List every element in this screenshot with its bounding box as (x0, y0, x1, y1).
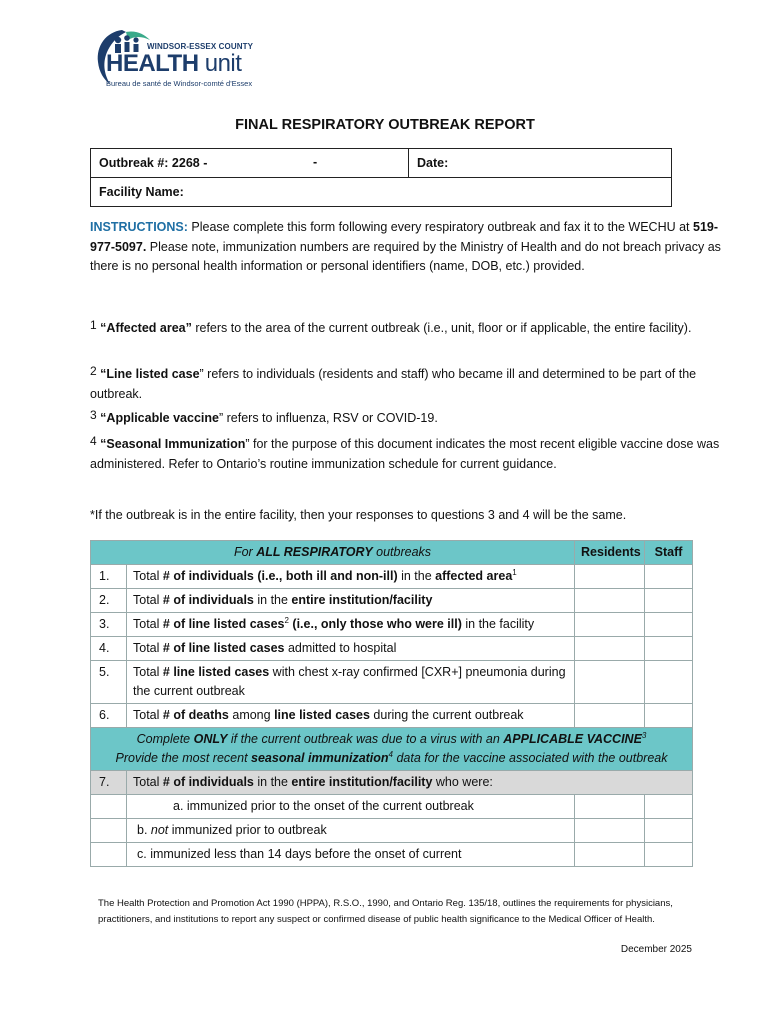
q-text: b. (137, 823, 151, 837)
vaccine-section-header (91, 728, 693, 771)
sub-question-b (127, 819, 575, 843)
outbreak-dash: - (313, 155, 318, 169)
instructions-label: INSTRUCTIONS: (90, 220, 188, 234)
facility-name-field[interactable] (91, 178, 672, 207)
definition-number: 2 (90, 364, 97, 378)
q-text: who were: (432, 775, 493, 789)
instructions-text-2: Please note, immunization numbers are required by the Ministry of Health and do not breach privacy as there is no personal health information or personal identifiers (name, DOB, etc.) provided. (90, 239, 721, 273)
col-residents-header: Residents (575, 541, 645, 565)
row-number: 3. (91, 613, 127, 637)
table-row (91, 843, 693, 867)
definition-3 (90, 406, 730, 429)
q-bold: affected area (435, 569, 513, 583)
staff-input-cell[interactable] (645, 661, 693, 704)
q-bold: # of line listed cases (162, 617, 285, 631)
q-bold: entire institution/facility (291, 593, 433, 607)
vaccine-bold: APPLICABLE VACCINE (503, 732, 642, 746)
table-row (91, 661, 693, 704)
definition-text: ” for the purpose of this document indicates the most recent eligible vaccine dose was administered. Refer to Ontario’s routine immunization schedule for current guidance. (90, 437, 720, 471)
sub-question-c: c. immunized less than 14 days before the onset of current (127, 843, 575, 867)
col-staff-header: Staff (645, 541, 693, 565)
q-sup: 1 (512, 567, 517, 577)
residents-input-cell[interactable] (575, 661, 645, 704)
logo-health-unit-text (106, 51, 241, 77)
table-row (91, 819, 693, 843)
residents-input-cell[interactable] (575, 637, 645, 661)
empty-cell (91, 819, 127, 843)
q-sup: 2 (284, 615, 289, 625)
logo-unit-word: unit (204, 50, 242, 77)
residents-input-cell[interactable] (575, 843, 645, 867)
definition-text: refers to the area of the current outbreak (i.e., unit, floor or if applicable, the entire facility). (191, 321, 692, 335)
residents-input-cell[interactable] (575, 819, 645, 843)
note-text: *If the outbreak is in the entire facility, then your responses to questions 3 and 4 will be the same. (90, 508, 627, 522)
q-text: Total (133, 569, 163, 583)
row-number: 7. (91, 771, 127, 795)
definition-text: ” refers to individuals (residents and staff) who became ill and determined to be part of the outbreak. (90, 367, 697, 401)
table-row (91, 565, 693, 589)
fax-number: 519-977-5097. (90, 220, 719, 254)
vaccine-text: if the current outbreak was due to a virus with an (227, 732, 504, 746)
q-text: in the (253, 593, 292, 607)
empty-cell (91, 843, 127, 867)
instructions-text-1: Please complete this form following every respiratory outbreak and fax it to the WECHU at (187, 220, 693, 234)
definition-term: “Seasonal Immunization (100, 437, 246, 451)
table-header-cell (91, 541, 575, 565)
header-table (90, 148, 672, 207)
vaccine-sup: 3 (641, 730, 647, 740)
document-date: December 2025 (620, 944, 692, 955)
row-question (127, 637, 575, 661)
vaccine-text: Provide the most recent (115, 751, 252, 765)
logo-health-word: HEALTH (106, 50, 199, 77)
definition-2 (90, 362, 730, 404)
page-title: FINAL RESPIRATORY OUTBREAK REPORT (235, 117, 535, 133)
q-text: Total (133, 708, 163, 722)
q-bold: (i.e., only those who were ill) (288, 617, 462, 631)
staff-input-cell[interactable] (645, 795, 693, 819)
residents-input-cell[interactable] (575, 613, 645, 637)
vaccine-sup: 4 (388, 749, 393, 759)
residents-input-cell[interactable] (575, 589, 645, 613)
table-row (91, 704, 693, 728)
row-question (127, 565, 575, 589)
definition-1 (90, 316, 730, 339)
vaccine-text: data for the vaccine associated with the outbreak (393, 751, 668, 765)
residents-input-cell[interactable] (575, 704, 645, 728)
q-text: Total (133, 775, 163, 789)
q-text: Total (133, 593, 163, 607)
instructions-paragraph (90, 218, 730, 277)
date-label: Date: (417, 156, 449, 170)
q-bold: # of individuals (i.e., both ill and non-ill) (162, 569, 398, 583)
staff-input-cell[interactable] (645, 565, 693, 589)
definition-number: 4 (90, 434, 97, 448)
vaccine-bold: ONLY (193, 732, 228, 746)
table-header-suffix: outbreaks (372, 545, 432, 559)
outbreak-data-table (90, 540, 693, 867)
q-bold: # line listed cases (162, 665, 270, 679)
staff-input-cell[interactable] (645, 637, 693, 661)
q-text: Total (133, 665, 163, 679)
q-text: in the (397, 569, 436, 583)
vaccine-text: Complete (136, 732, 194, 746)
facility-label: Facility Name: (99, 185, 184, 199)
row-question (127, 704, 575, 728)
staff-input-cell[interactable] (645, 843, 693, 867)
definition-number: 3 (90, 408, 97, 422)
q-text: Total (133, 641, 163, 655)
sub-question-a: a. immunized prior to the onset of the current outbreak (127, 795, 575, 819)
definition-term: “Applicable vaccine (100, 411, 219, 425)
table-row (91, 795, 693, 819)
definition-4 (90, 432, 730, 474)
row-number: 4. (91, 637, 127, 661)
staff-input-cell[interactable] (645, 819, 693, 843)
footer-legal-text: The Health Protection and Promotion Act 1990 (HPPA), R.S.O., 1990, and Ontario Reg. 135/18, outlines the requirements for physicians, practitioners, and institutions to report any suspect or confirmed disease of public health significance to the Medical Officer of Health. (98, 898, 673, 925)
q-text: in the (253, 775, 292, 789)
q-bold: # of line listed cases (162, 641, 285, 655)
row-question (127, 589, 575, 613)
definition-term: “Line listed case (100, 367, 200, 381)
definition-text: ” refers to influenza, RSV or COVID-19. (218, 411, 438, 425)
table-header-bold: ALL RESPIRATORY (256, 545, 373, 559)
residents-input-cell[interactable] (575, 565, 645, 589)
q-text: among (228, 708, 275, 722)
logo-county-text: WINDSOR-ESSEX COUNTY (147, 42, 254, 51)
health-unit-logo (92, 26, 262, 90)
q-text: immunized prior to outbreak (168, 823, 327, 837)
row-number: 5. (91, 661, 127, 704)
q-emphasis: not (150, 823, 169, 837)
q7-question (127, 771, 693, 795)
q-bold: # of deaths (162, 708, 229, 722)
date-field[interactable] (409, 149, 672, 178)
residents-input-cell[interactable] (575, 795, 645, 819)
staff-input-cell[interactable] (645, 613, 693, 637)
definition-term: “Affected area” (100, 321, 192, 335)
q-text: Total (133, 617, 163, 631)
q-text: admitted to hospital (284, 641, 397, 655)
vaccine-bold: seasonal immunization (251, 751, 389, 765)
row-number: 1. (91, 565, 127, 589)
row-number: 2. (91, 589, 127, 613)
q-bold: entire institution/facility (291, 775, 433, 789)
q-text: with chest x-ray confirmed [CXR+] pneumonia during the current outbreak (133, 665, 566, 698)
q-text: during the current outbreak (369, 708, 524, 722)
definition-number: 1 (90, 318, 97, 332)
q-bold: # of individuals (162, 775, 254, 789)
table-row (91, 613, 693, 637)
empty-cell (91, 795, 127, 819)
outbreak-number-field[interactable] (91, 149, 409, 178)
table-row (91, 637, 693, 661)
outbreak-label: Outbreak #: 2268 - (99, 156, 208, 170)
staff-input-cell[interactable] (645, 589, 693, 613)
q-bold: line listed cases (274, 708, 370, 722)
q-bold: # of individuals (162, 593, 254, 607)
table-row (91, 589, 693, 613)
row-number: 6. (91, 704, 127, 728)
staff-input-cell[interactable] (645, 704, 693, 728)
row-question (127, 613, 575, 637)
row-question (127, 661, 575, 704)
table-header-prefix: For (233, 545, 257, 559)
logo-french-text: Bureau de santé de Windsor-comté d'Essex (106, 79, 253, 88)
q-text: in the facility (461, 617, 535, 631)
